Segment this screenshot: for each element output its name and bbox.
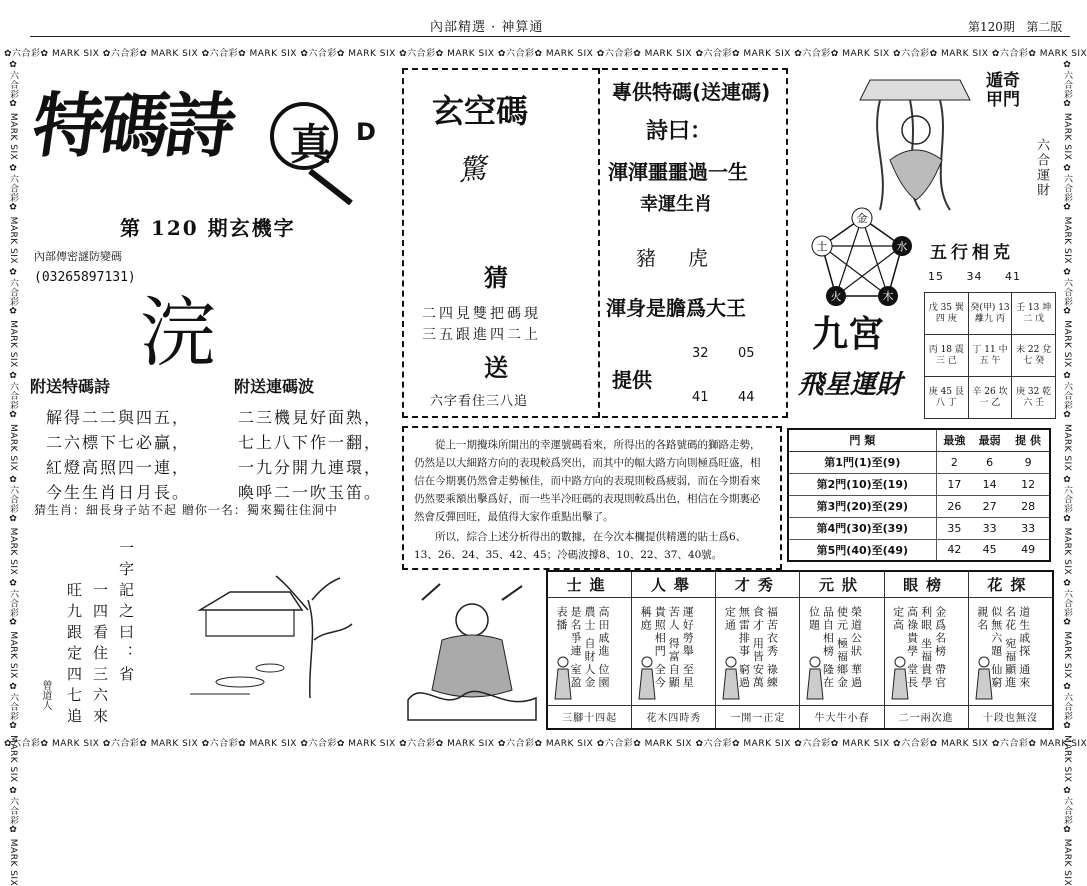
- stats-cell: 第2門(10)至(19): [788, 473, 936, 495]
- band-unit: ✿六合彩✿ MARK SIX: [201, 49, 301, 59]
- band-unit: ✿六合彩✿ MARK SIX: [497, 49, 597, 59]
- center-box-divider: [598, 68, 600, 418]
- band-unit: ✿六合彩✿ MARK SIX: [1062, 371, 1072, 475]
- palace-cell: 辛 26 坎一 乙: [968, 377, 1012, 419]
- xuankong-scribble: 驚: [456, 151, 488, 188]
- stats-row: [788, 539, 1050, 561]
- wuxing-pentagram: [806, 206, 918, 310]
- stats-row: [788, 495, 1050, 517]
- title-badge: 真: [290, 120, 333, 169]
- special-line1: 渾渾噩噩過一生: [608, 160, 748, 184]
- edition-label: 第二版: [1026, 20, 1063, 34]
- special-animals: [636, 242, 740, 271]
- stats-cell: 49: [1007, 539, 1050, 561]
- main-title: 特碼詩: [27, 85, 237, 167]
- scholar-figure-icon: [720, 655, 742, 701]
- scholar-figure-icon: [889, 655, 911, 701]
- poem-line: 紅燈高照四一連，: [46, 458, 191, 477]
- magnifier-handle: [308, 169, 353, 206]
- xuankong-guess-desc: [422, 304, 541, 346]
- secret-note: 內部傳密謎防變碼: [34, 250, 122, 263]
- palace-cell: 丁 11 中五 午: [968, 335, 1012, 377]
- stats-cell: 35: [936, 517, 972, 539]
- wuxing-numbers: [928, 270, 1021, 283]
- band-unit: ✿六合彩✿ MARK SIX: [695, 739, 795, 749]
- analysis-text-box: [402, 426, 782, 570]
- scholar-figure-icon: [973, 655, 995, 701]
- honor-title: 花探: [968, 571, 1053, 597]
- element-earth: 土: [816, 240, 828, 253]
- honor-title: 才秀: [716, 571, 800, 597]
- honor-verse: 運好勞舉 至星苦人 得富自顯 貴照相門 全今稱庭: [639, 605, 695, 689]
- band-unit: ✿六合彩✿ MARK SIX: [497, 739, 597, 749]
- honor-foot: 二一兩次進: [884, 705, 968, 729]
- band-unit: ✿六合彩✿ MARK SIX: [201, 739, 301, 749]
- stats-cell: 28: [1007, 495, 1050, 517]
- band-unit: ✿六合彩✿ MARK SIX: [8, 371, 18, 475]
- yizi-col-c: 旺九跟定四七追: [65, 582, 83, 729]
- wuxing-number: 15: [928, 270, 944, 283]
- poem-line: 解得二二與四五，: [46, 408, 191, 427]
- element-wood: 木: [882, 290, 894, 303]
- stats-cell: 33: [1007, 517, 1050, 539]
- band-unit: ✿六合彩✿ MARK SIX: [1062, 267, 1072, 372]
- title-suffix: D: [356, 118, 376, 146]
- band-unit: ✿六合彩✿ MARK SIX: [8, 163, 18, 268]
- band-unit: ✿六合彩✿ MARK SIX: [596, 739, 696, 749]
- honor-cell: [547, 597, 632, 705]
- honor-title: 元狀: [800, 571, 884, 597]
- issue-number: 第120期: [968, 20, 1015, 34]
- header-center-title: 內部精選 · 神算通: [430, 20, 544, 35]
- band-right: [1060, 60, 1074, 886]
- honor-cell: [632, 597, 716, 705]
- band-unit: ✿六合彩✿ MARK SIX: [399, 739, 498, 749]
- immortal-illustration: [850, 70, 980, 220]
- stats-cell: 2: [936, 451, 972, 473]
- poem-tema-lines: [46, 405, 190, 505]
- honor-foot: 牛大牛小春: [800, 705, 884, 729]
- sage-cloud-illustration: [402, 580, 542, 726]
- element-fire: 火: [830, 290, 842, 303]
- band-unit: ✿六合彩✿ MARK SIX: [300, 739, 400, 749]
- xuankong-send-desc: 六字看住三八追: [430, 394, 529, 409]
- honor-title: 眼榜: [884, 571, 968, 597]
- honor-title: 士進: [547, 571, 632, 597]
- yizi-signature: 曾道人: [40, 680, 51, 710]
- mystery-character: 浣: [140, 288, 216, 377]
- honor-foot: 一開一正定: [716, 705, 800, 729]
- stats-cell: 42: [936, 539, 972, 561]
- zodiac-guess-line: 猜生肖：細長身子站不起 贈你一名：獨來獨往住洞中: [34, 503, 338, 517]
- element-metal: 金: [856, 212, 868, 225]
- stats-cell: 12: [1007, 473, 1050, 495]
- band-unit: ✿六合彩✿ MARK SIX: [8, 682, 18, 786]
- dunjia-subtitle: 六合運財: [1034, 138, 1049, 198]
- band-unit: ✿六合彩✿ MARK SIX: [596, 49, 696, 59]
- palace-cell: 戊 35 巽四 庚: [925, 293, 969, 335]
- band-top: [4, 46, 1087, 60]
- band-unit: ✿六合彩✿ MARK SIX: [1062, 163, 1072, 268]
- phone-note: (03265897131): [34, 270, 136, 285]
- door-stats-table: [787, 428, 1051, 562]
- analysis-paragraph: 所以，綜合上述分析得出的數據，在今次本欄提供精選的貼士爲6、13、26、24、35、42、45；冷碼波撐8、10、22、37、40號。: [414, 531, 747, 561]
- palace-cell: 癸(甲) 13 離九 丙: [968, 293, 1012, 335]
- poem-lianma-heading: 附送連碼波: [234, 377, 315, 396]
- wuxing-number: 34: [966, 270, 983, 283]
- hut-tree-sketch: [190, 570, 360, 700]
- band-unit: ✿六合彩✿ MARK SIX: [8, 60, 18, 164]
- issue-line: 第 120 期玄機字: [120, 216, 296, 240]
- stats-cell: 33: [972, 517, 1007, 539]
- band-bottom: [4, 736, 1087, 750]
- stats-cell: 6: [972, 451, 1007, 473]
- band-unit: ✿六合彩✿ MARK SIX: [991, 49, 1087, 59]
- stats-header: 門 類: [788, 429, 936, 451]
- band-unit: ✿六合彩✿ MARK SIX: [893, 49, 992, 59]
- stats-header: 最強: [936, 429, 972, 451]
- analysis-paragraph: 從上一期攪珠所開出的幸運號碼看來，所得出的各路號碼的獅路走勢，仍然是以大細路方向的表現較爲突出，而其中的幅大路方向則極爲旺盛，相信在今期裏仍然會走勢極佳，而中路方向的表現則較爲疲弱，而在今期看來仍然要乘額出擊爲好，而一些半冷旺碼的表現則較爲出色，相信在今期裏必然會反彈回旺，最值得大家作重點出擊了。: [414, 439, 761, 523]
- special-number: 32: [692, 346, 709, 361]
- header-issue: [968, 18, 1062, 35]
- stats-row: [788, 517, 1050, 539]
- honor-verse: 高田戚進 位園農士 自財人金 是名爭連 室盈表播: [555, 605, 610, 689]
- stats-cell: 45: [972, 539, 1007, 561]
- xuankong-title: 玄空碼: [432, 92, 529, 130]
- band-unit: ✿六合彩✿ MARK SIX: [102, 49, 202, 59]
- wuxing-title: 五行相克: [930, 243, 1014, 263]
- stats-header: 提 供: [1007, 429, 1050, 451]
- stats-cell: 26: [936, 495, 972, 517]
- yizi-col-b: 一四看住三六來: [91, 582, 109, 729]
- special-line3: 渾身是膽爲大王: [606, 296, 746, 320]
- band-unit: ✿六合彩✿ MARK SIX: [1062, 60, 1072, 164]
- honor-verse: 道生戚探 通來名花 宛福顯進 似無六題 仙窮親名: [975, 605, 1031, 689]
- xuankong-guess: 猜: [484, 263, 508, 292]
- guess-desc-line: 三五跟進四二上: [422, 327, 541, 343]
- poem-line: 今生生肖日月長。: [46, 483, 191, 502]
- nine-palace-grid: [924, 292, 1056, 419]
- special-title: 專供特碼(送連碼): [612, 80, 771, 104]
- band-unit: ✿六合彩✿ MARK SIX: [8, 578, 18, 683]
- stats-cell: 第4門(30)至(39): [788, 517, 936, 539]
- band-unit: ✿六合彩✿ MARK SIX: [8, 785, 18, 886]
- honor-foot: 十段也無沒: [968, 705, 1053, 729]
- band-unit: ✿六合彩✿ MARK SIX: [8, 474, 18, 579]
- scholar-figure-icon: [552, 655, 574, 701]
- palace-cell: 庚 45 艮八 丁: [925, 377, 969, 419]
- honor-verse: 金爲名榜 帶官利眼 坐福貴學 高祿貴學 堂長定高: [891, 605, 947, 689]
- band-unit: ✿六合彩✿ MARK SIX: [1062, 682, 1072, 786]
- band-left: [6, 60, 20, 886]
- poem-line: 二三機見好面熟，: [238, 408, 383, 427]
- animal-pig: 豬: [636, 246, 688, 270]
- poem-line: 喚呼二一吹玉笛。: [238, 483, 383, 502]
- honor-cell: [716, 597, 800, 705]
- stats-row: [788, 473, 1050, 495]
- scholar-figure-icon: [804, 655, 826, 701]
- feixing-title: 飛星運財: [798, 370, 903, 400]
- stats-cell: 14: [972, 473, 1007, 495]
- honor-title: 人舉: [632, 571, 716, 597]
- band-unit: ✿六合彩✿ MARK SIX: [1062, 578, 1072, 683]
- band-unit: ✿六合彩✿ MARK SIX: [300, 49, 400, 59]
- palace-cell: 未 22 兌七 癸: [1012, 335, 1056, 377]
- jiugong-title: 九宮: [812, 314, 885, 355]
- honor-cell: [884, 597, 968, 705]
- honor-cell: [968, 597, 1053, 705]
- special-provide: 提供: [612, 368, 652, 392]
- honor-verse: 榮道公狀 華過使元 極福鄉金 品自相榜 隆在位題: [807, 605, 863, 689]
- band-unit: ✿六合彩✿ MARK SIX: [8, 267, 18, 372]
- honor-foot: 三腳十四起: [547, 705, 632, 729]
- dunjia-title: 遁奇甲門: [986, 71, 1020, 110]
- stats-header: 最弱: [972, 429, 1007, 451]
- band-unit: ✿六合彩✿ MARK SIX: [4, 49, 103, 59]
- stats-row: [788, 451, 1050, 473]
- header-rule: [30, 36, 1070, 37]
- special-line2: 幸運生肖: [640, 194, 712, 215]
- stats-cell: 27: [972, 495, 1007, 517]
- yizi-col-a: 一字記之曰：省: [117, 540, 135, 687]
- band-unit: ✿六合彩✿ MARK SIX: [399, 49, 498, 59]
- poem-tema-heading: 附送特碼詩: [30, 377, 111, 396]
- scholar-figure-icon: [636, 655, 658, 701]
- honor-verse: 福苦衣秀 祿練食才 用皆安萬 無雷排事 窮過定通: [723, 605, 779, 689]
- stats-cell: 第5門(40)至(49): [788, 539, 936, 561]
- poem-line: 一九分開九連環，: [238, 458, 383, 477]
- xuankong-send: 送: [484, 353, 508, 382]
- special-number: 41: [692, 390, 709, 405]
- stats-cell: 第3門(20)至(29): [788, 495, 936, 517]
- honor-foot: 花木四時秀: [632, 705, 716, 729]
- stats-cell: 17: [936, 473, 972, 495]
- band-unit: ✿六合彩✿ MARK SIX: [893, 739, 992, 749]
- poem-line: 七上八下作一翻，: [238, 433, 383, 452]
- band-unit: ✿六合彩✿ MARK SIX: [794, 739, 894, 749]
- animal-tiger: 虎: [688, 246, 740, 270]
- stats-cell: 第1門(1)至(9): [788, 451, 936, 473]
- palace-cell: 丙 18 震三 己: [925, 335, 969, 377]
- poem-line: 二六標下七必贏，: [46, 433, 191, 452]
- band-unit: ✿六合彩✿ MARK SIX: [695, 49, 795, 59]
- band-unit: ✿六合彩✿ MARK SIX: [794, 49, 894, 59]
- honors-table: [546, 570, 1054, 730]
- band-unit: ✿六合彩✿ MARK SIX: [4, 739, 103, 749]
- special-number: 44: [738, 390, 755, 405]
- honor-cell: [800, 597, 884, 705]
- band-unit: ✿六合彩✿ MARK SIX: [1062, 785, 1072, 886]
- band-unit: ✿六合彩✿ MARK SIX: [991, 739, 1087, 749]
- palace-cell: 庚 32 乾六 壬: [1012, 377, 1056, 419]
- special-number: 05: [738, 346, 755, 361]
- stats-cell: 9: [1007, 451, 1050, 473]
- band-unit: ✿六合彩✿ MARK SIX: [102, 739, 202, 749]
- guess-desc-line: 二四見雙把碼現: [422, 306, 541, 322]
- palace-cell: 壬 13 坤二 戊: [1012, 293, 1056, 335]
- poem-lianma-lines: [238, 405, 382, 505]
- element-water: 水: [896, 240, 908, 253]
- special-poem-label: 詩曰：: [646, 119, 713, 144]
- wuxing-number: 41: [1004, 270, 1021, 283]
- band-unit: ✿六合彩✿ MARK SIX: [1062, 474, 1072, 579]
